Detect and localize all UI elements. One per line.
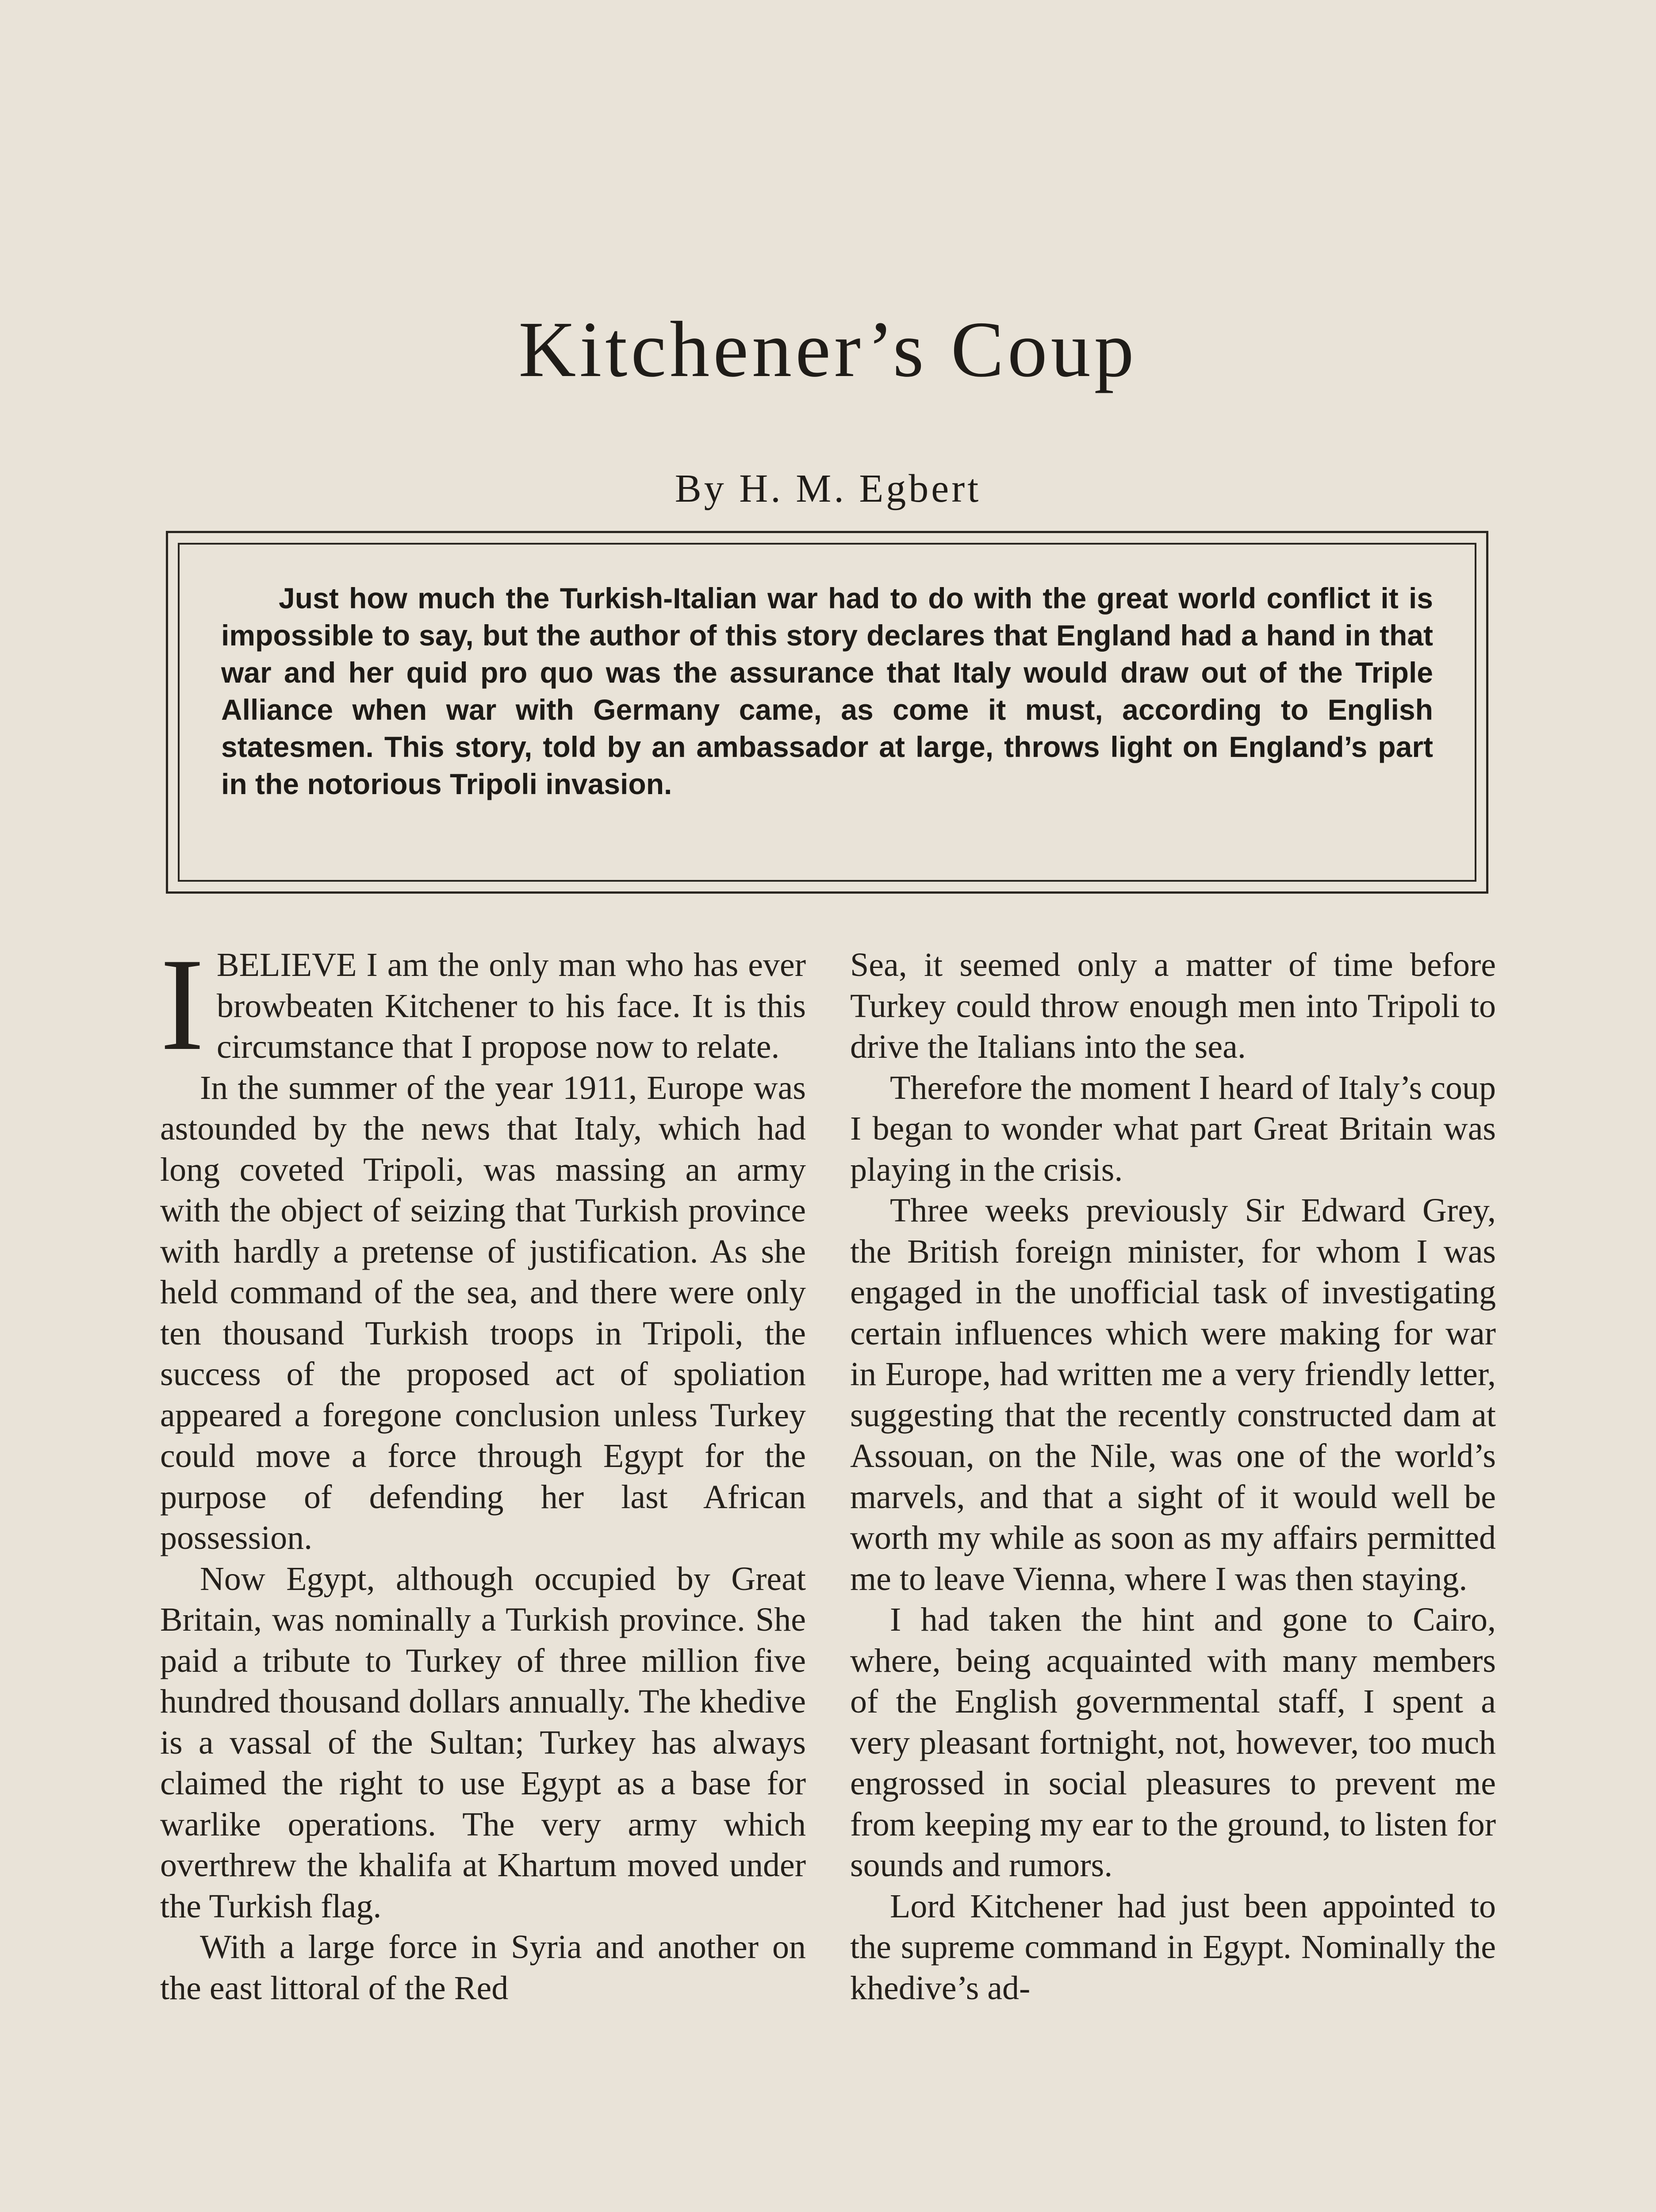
- paragraph: [160, 931, 806, 1078]
- byline: By H. M. Egbert: [675, 467, 981, 511]
- body-column-right: [850, 945, 1496, 2008]
- paragraph: In the summer of the year 1911, Europe was astounded by the news that Italy, which had long coveted Tripoli, was massing an army with the object of seizing that Turkish province with hardly a pretense of justification. As she held command of the sea, and there were only ten thousand Turkish troops in Tripoli, the success of the proposed act of spoliation appeared a foregone conclusion unless Turkey could move a force through Egypt for the purpose of defending her last African possession.: [160, 1069, 806, 1556]
- paragraph: Three weeks previously Sir Edward Grey, the British foreign minister, for whom I was engaged in the unofficial task of investigating certain influences which were making for war in Europe, had written me a very friendly letter, suggesting that the recently constructed dam at Assouan, on the Nile, was one of the world’s marvels, and that a sight of it would well be worth my while as soon as my affairs permitted me to leave Vienna, where I was then staying.: [850, 1192, 1496, 1598]
- paragraph: With a large force in Syria and another on the east littoral of the Red: [160, 1928, 806, 2007]
- body-column-left: [160, 931, 806, 2008]
- drop-cap: I: [160, 931, 204, 1078]
- paragraph: Sea, it seemed only a matter of time before Turkey could throw enough men into Tripoli to drive the Italians into the sea.: [850, 946, 1496, 1065]
- page-title: Kitchener’s Coup: [518, 305, 1138, 393]
- paragraph: Lord Kitchener had just been appointed to the supreme command in Egypt. Nominally the khedive’s ad-: [850, 1887, 1496, 2007]
- paragraph: Now Egypt, although occupied by Great Britain, was nominally a Turkish province. She paid a tribute to Turkey of three million five hundred thousand dollars annually. The khedive is a vassal of the Sultan; Turkey has always claimed the right to use Egypt as a base for warlike operations. The very army which overthrew the khalifa at Khartum moved under the Turkish flag.: [160, 1560, 806, 1925]
- summary-text: Just how much the Turkish-Italian war had to do with the great world conflict it is impossible to say, but the author of this story declares that England had a hand in that war and her quid pro quo was the assurance that Italy would draw out of the Triple Alliance when war with Germany came, as come it must, according to English statesmen. This story, told by an ambassador at large, throws light on England’s part in the notorious Tripoli invasion.: [221, 582, 1433, 800]
- paragraph: Therefore the moment I heard of Italy’s coup I began to wonder what part Great Britain was playing in the crisis.: [850, 1069, 1496, 1188]
- opening-word: BELIEVE: [216, 946, 357, 983]
- paragraph: I had taken the hint and gone to Cairo, where, being acquainted with many members of the English governmental staff, I spent a very pleasant fortnight, not, however, too much engrossed in social pleasures to prevent me from keeping my ear to the ground, to listen for sounds and rumors.: [850, 1601, 1496, 1884]
- paragraph-text: I am the only man who has ever browbeaten Kitchener to his face. It is this circumstance that I propose now to relate.: [216, 946, 806, 1065]
